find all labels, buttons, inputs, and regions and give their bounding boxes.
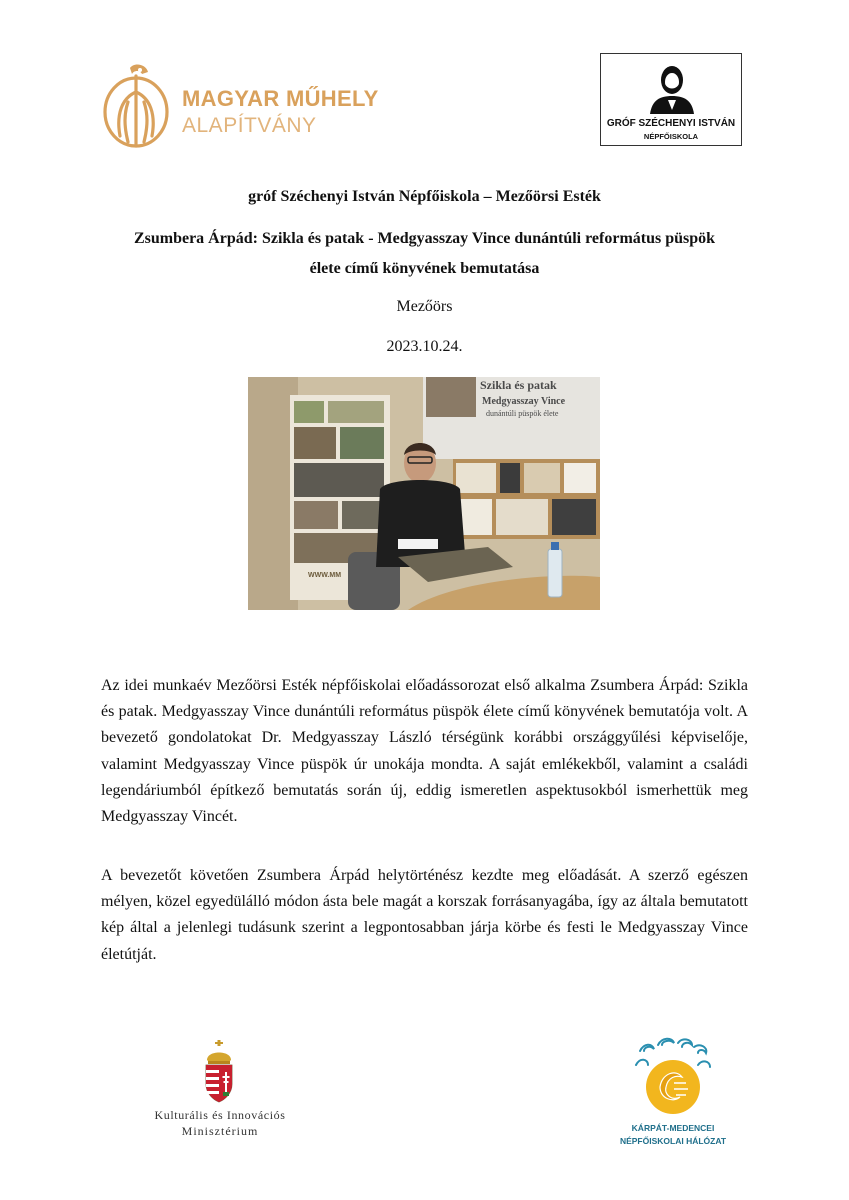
szechenyi-nepfoiskola-logo	[600, 53, 742, 146]
banner-url: WWW.MM	[308, 572, 342, 579]
school-name-line1: GRÓF SZÉCHENYI ISTVÁN	[606, 118, 736, 129]
network-name-line1: KÁRPÁT-MEDENCEI	[631, 1123, 715, 1133]
article-paragraph: Az idei munkaév Mezőörsi Esték népfőiskolai előadássorozat első alkalma Zsumbera Árpád: Szikla és patak. Medgyasszay Vince dunántúli református püspök élete című könyvének bemutatója volt. A bevezető gondolatokat Dr. Medgyasszay László térségünk korábbi országgyűlési képviselője, valamint Medgyasszay Vince püspök úr unokája mondta. A saját emlékekből, valamint a családi legendáriumból építkező bemutatás során új, eddig ismeretlen aspektusokból ismerhettük meg Medgyasszay Vincét.	[101, 677, 748, 826]
article-paragraph: A bevezetőt követően Zsumbera Árpád helytörténész kezdte meg előadását. A szerző egészen mélyen, közel egyedülálló módon ásta bele magát a korszak forrásanyagába, így az általa bemutatott kép által a jelenlegi tudásunk szerint a legpontosabban járja körbe és festi le Medgyasszay Vince életútját.	[101, 867, 748, 963]
foundation-name-line2: ALAPÍTVÁNY	[182, 114, 317, 137]
szechenyi-portrait-icon	[646, 60, 698, 114]
slide-title: Szikla és patak	[480, 378, 557, 392]
ministry-logo	[120, 1040, 320, 1140]
event-title-line1: Zsumbera Árpád: Szikla és patak - Medgyasszay Vince dunántúli református püspök	[133, 230, 716, 247]
karpat-medencei-nepfoiskolai-halozat-logo	[608, 1035, 738, 1150]
network-name-line2: NÉPFŐISKOLAI HÁLÓZAT	[619, 1136, 727, 1146]
ministry-name-line1: Kulturális és Innovációs	[154, 1108, 286, 1122]
slide-caption: dunántúli püspök élete	[486, 409, 559, 418]
event-date: 2023.10.24.	[386, 338, 463, 355]
ministry-name-line2: Minisztérium	[181, 1124, 259, 1138]
event-place: Mezőörs	[396, 298, 453, 315]
event-title-line2: élete című könyvének bemutatása	[309, 260, 540, 277]
foundation-name-line1: MAGYAR MŰHELY	[182, 86, 379, 111]
slide-subtitle: Medgyasszay Vince	[482, 396, 566, 407]
event-series-heading: gróf Széchenyi István Népfőiskola – Mezőörsi Esték	[248, 188, 601, 205]
hungarian-coat-of-arms-icon	[202, 1040, 236, 1104]
school-name-line2: NÉPFŐISKOLA	[643, 132, 699, 141]
event-photo	[248, 377, 600, 610]
network-emblem-icon	[630, 1035, 716, 1121]
magyar-muhely-logo	[100, 62, 380, 154]
stylized-eagle-icon	[100, 62, 172, 152]
